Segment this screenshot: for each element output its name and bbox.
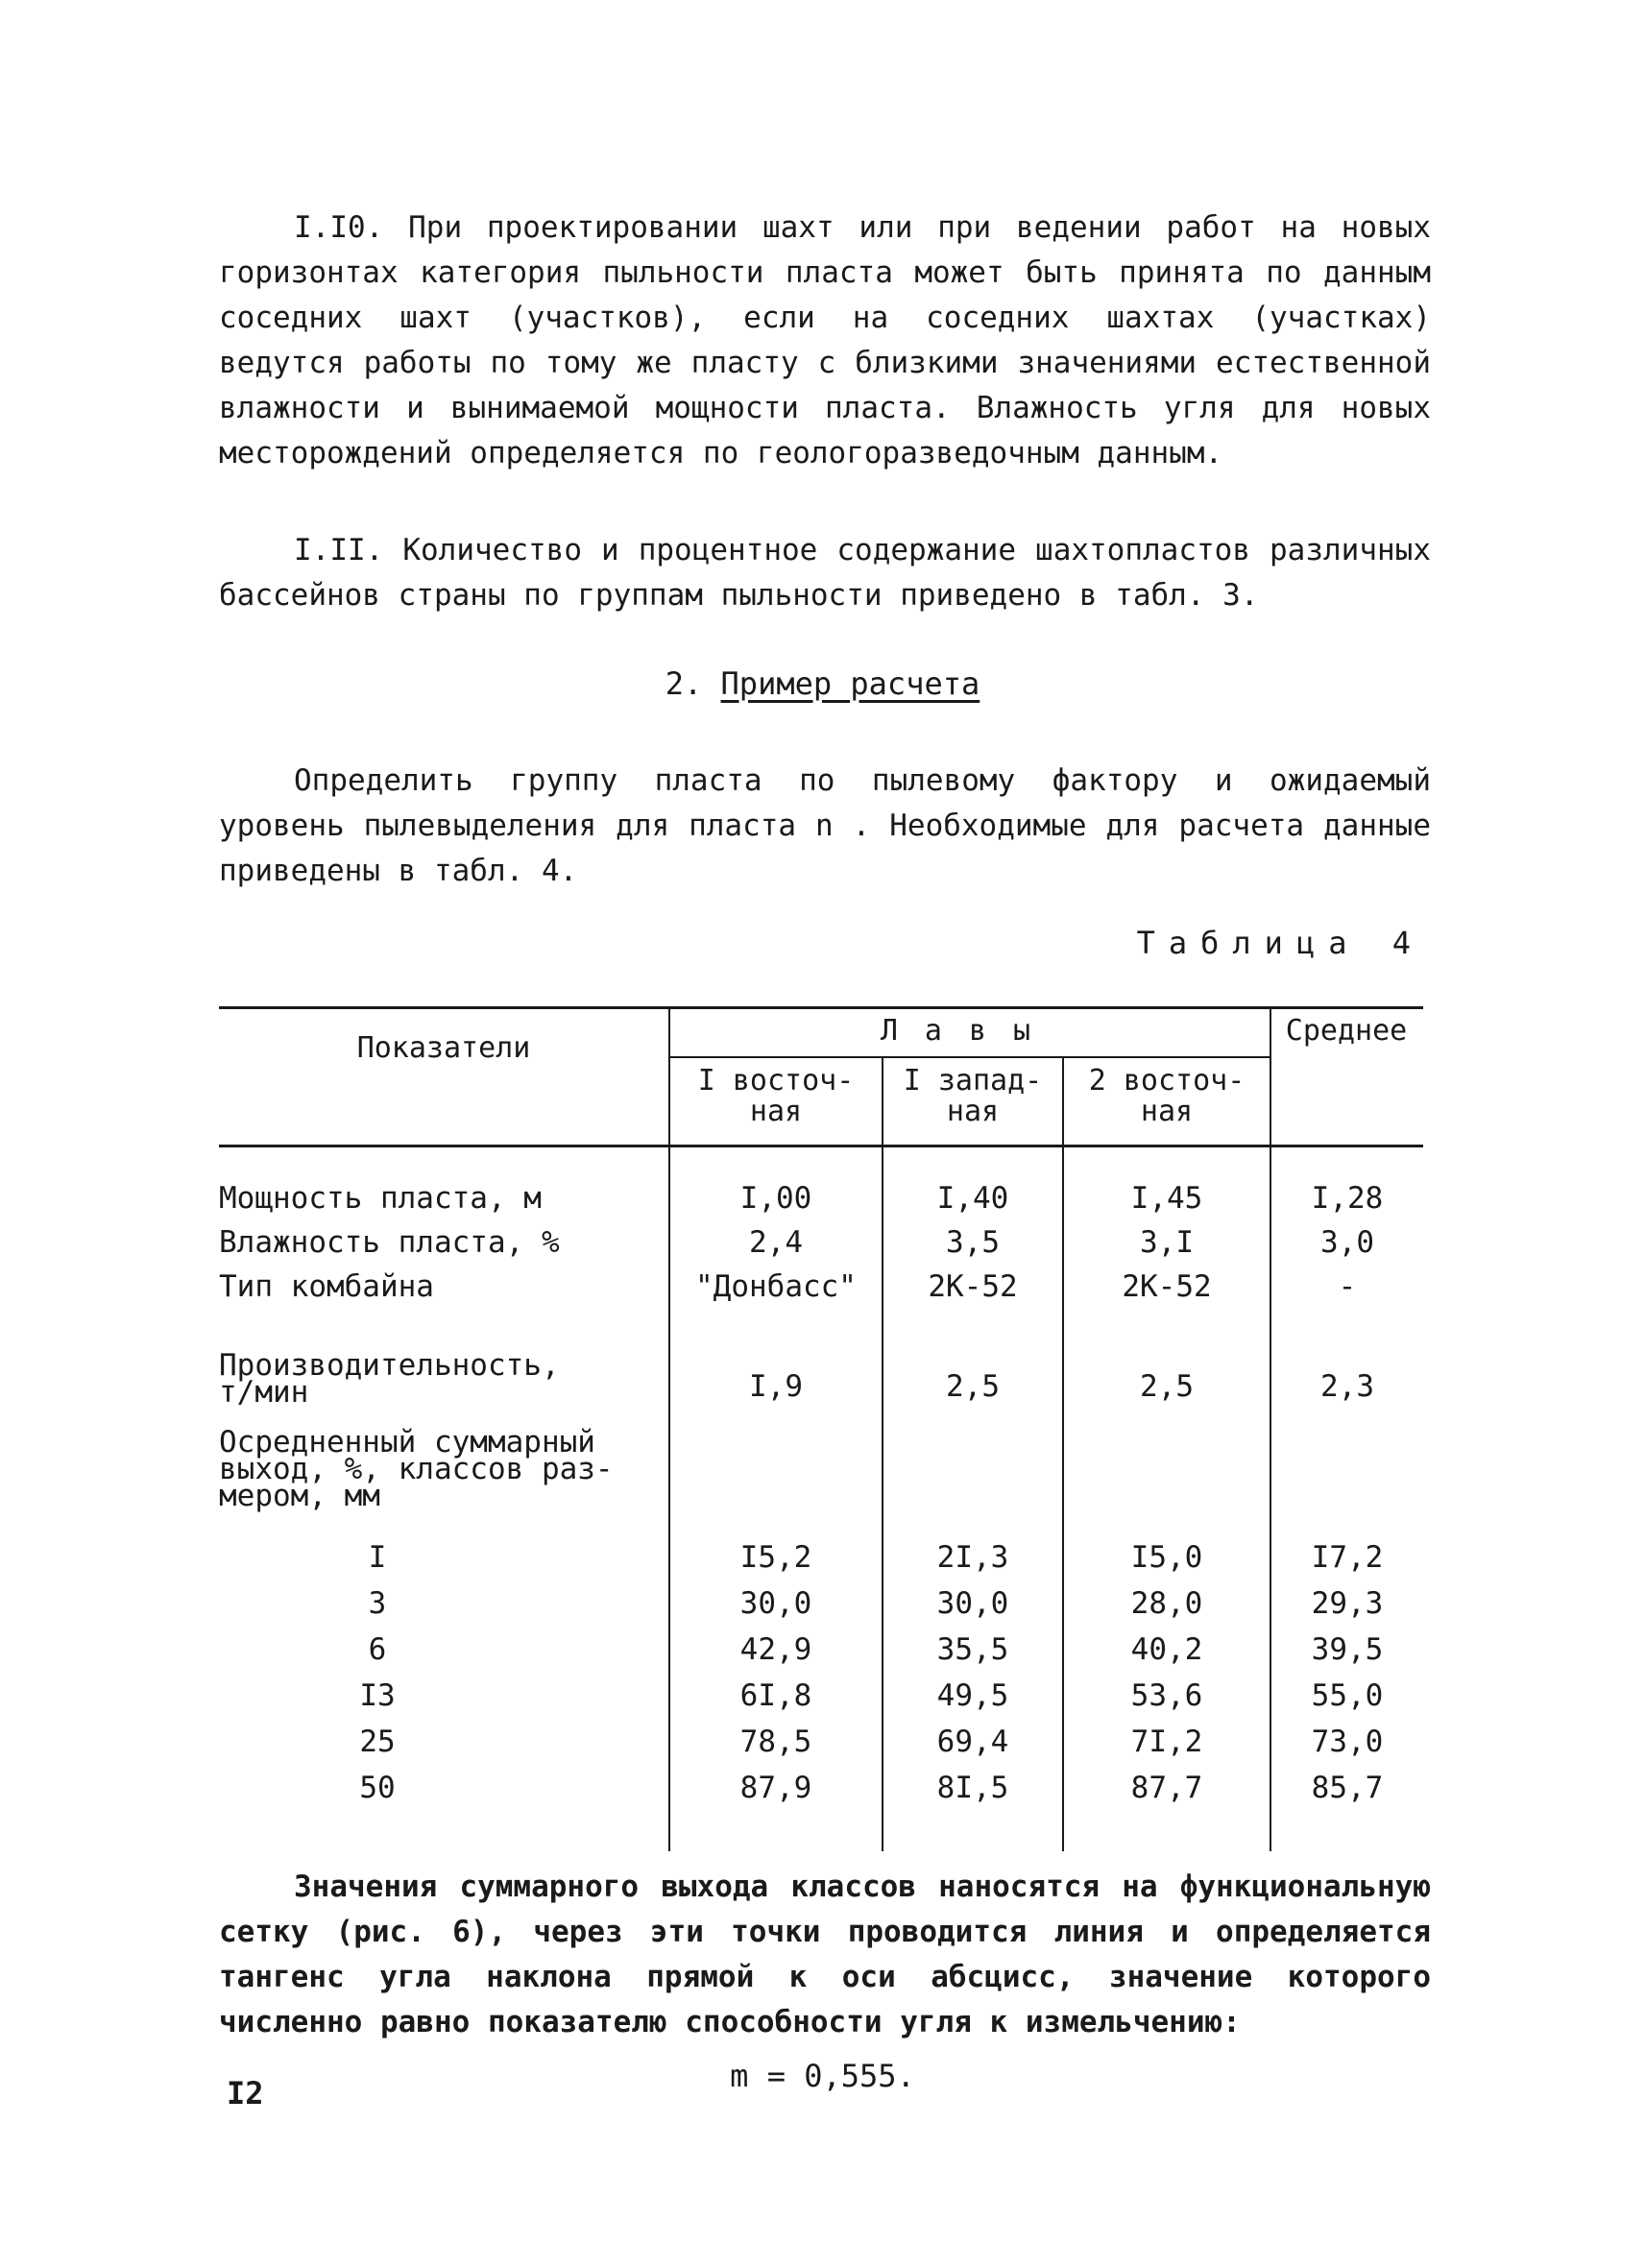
table-caption: Таблица 4 (1136, 925, 1424, 961)
cell-average: 55,0 (1311, 1678, 1384, 1713)
section-title: Пример расчета (720, 665, 980, 702)
table-row (219, 1767, 1423, 1809)
cell-col-1: I,9 (749, 1369, 803, 1404)
table-row (219, 1266, 1423, 1308)
cell-col-3: I5,0 (1130, 1540, 1203, 1575)
cell-col-2: 3,5 (946, 1225, 1000, 1260)
cell-col-2: 69,4 (936, 1725, 1009, 1759)
header-lavy: Лавы (880, 1014, 1058, 1048)
header-indicators: Показатели (356, 1031, 531, 1065)
table-row (219, 1675, 1423, 1717)
cell-col-2: 30,0 (936, 1586, 1009, 1621)
row-label: 6 (368, 1632, 387, 1667)
row-label: 25 (359, 1725, 396, 1759)
cell-col-3: 2,5 (1140, 1369, 1194, 1404)
row-label: Производительность, т/мин (219, 1348, 560, 1410)
table-row (219, 1348, 1423, 1419)
table-row (219, 1536, 1423, 1579)
cell-average: I,28 (1311, 1181, 1384, 1216)
cell-col-2: 2,5 (946, 1369, 1000, 1404)
table-row (219, 1425, 1423, 1525)
header-col-1-west: I запад- ная (903, 1064, 1043, 1128)
row-label: Влажность пласта, % (219, 1225, 560, 1260)
subheader-rule (668, 1056, 1270, 1058)
cell-average: - (1338, 1269, 1357, 1304)
cell-average: 3,0 (1320, 1225, 1374, 1260)
row-label: I (368, 1540, 387, 1575)
cell-col-1: "Донбасс" (695, 1269, 857, 1304)
cell-col-2: 2К-52 (928, 1269, 1018, 1304)
row-label: I3 (359, 1678, 396, 1713)
after-table-paragraph: Значения суммарного выхода классов наносятся на функциональную сетку (рис. 6), через эти точки проводится линия и определяется тангенс угла наклона прямой к оси абсцисс, значение которого численно равно показателю способности угля к измельчению: (219, 1870, 1431, 2039)
paragraph-1-11: I.II. Количество и процентное содержание шахтопластов различных бассейнов страны по группам пыльности приведено в табл. 3. (219, 533, 1431, 613)
cell-col-3: 40,2 (1130, 1632, 1203, 1667)
table-row (219, 1721, 1423, 1763)
paragraph-1-10: I.I0. При проектировании шахт или при ведении работ на новых горизонтах категория пыльности пласта может быть принята по данным соседних шахт (участков), если на соседних шахтах (участках) ведутся работы по тому же пласту с близкими значениями естественной влажности и вынимаемой мощности пласта. Влажность угля для новых месторождений определяется по геологоразведочным данным. (219, 210, 1431, 470)
cell-col-3: 87,7 (1130, 1771, 1203, 1805)
cell-average: 85,7 (1311, 1771, 1384, 1805)
cell-average: 73,0 (1311, 1725, 1384, 1759)
table-top-rule (219, 1006, 1423, 1009)
table-row (219, 1221, 1423, 1264)
cell-average: 2,3 (1320, 1369, 1374, 1404)
table-row (219, 1177, 1423, 1219)
cell-col-1: I5,2 (739, 1540, 812, 1575)
row-label: Мощность пласта, м (219, 1181, 542, 1216)
row-label: Тип комбайна (219, 1269, 434, 1304)
cell-col-1: 6I,8 (739, 1678, 812, 1713)
cell-col-1: 78,5 (739, 1725, 812, 1759)
cell-col-3: 7I,2 (1130, 1725, 1203, 1759)
page-number: I2 (227, 2075, 264, 2111)
cell-col-2: 49,5 (936, 1678, 1009, 1713)
cell-col-2: I,40 (936, 1181, 1009, 1216)
section-heading (0, 663, 1645, 705)
intro-paragraph: Определить группу пласта по пылевому фактору и ожидаемый уровень пылевыделения для пласта n . Необходимые для расчета данные приведены в табл. 4. (219, 763, 1431, 888)
cell-col-3: I,45 (1130, 1181, 1203, 1216)
cell-col-3: 53,6 (1130, 1678, 1203, 1713)
table-header-rule (219, 1145, 1423, 1147)
cell-col-1: 87,9 (739, 1771, 812, 1805)
header-col-2-east: 2 восточ- ная (1088, 1064, 1246, 1128)
header-col-1-east: I восточ- ная (697, 1064, 855, 1128)
row-label: Осредненный суммарный выход, %, классов раз- мером, мм (219, 1425, 614, 1513)
cell-col-3: 3,I (1140, 1225, 1194, 1260)
row-label: 50 (359, 1771, 396, 1805)
row-label: 3 (368, 1586, 387, 1621)
cell-col-1: 42,9 (739, 1632, 812, 1667)
cell-average: I7,2 (1311, 1540, 1384, 1575)
cell-average: 29,3 (1311, 1586, 1384, 1621)
table-row (219, 1582, 1423, 1625)
table-row (219, 1629, 1423, 1671)
header-average: Среднее (1285, 1014, 1408, 1048)
formula: m = 0,555. (730, 2058, 915, 2094)
cell-col-1: I,00 (739, 1181, 812, 1216)
data-table (219, 1006, 1423, 1851)
cell-col-2: 8I,5 (936, 1771, 1009, 1805)
cell-col-3: 28,0 (1130, 1586, 1203, 1621)
cell-col-1: 30,0 (739, 1586, 812, 1621)
cell-average: 39,5 (1311, 1632, 1384, 1667)
cell-col-2: 2I,3 (936, 1540, 1009, 1575)
cell-col-3: 2К-52 (1122, 1269, 1212, 1304)
cell-col-1: 2,4 (749, 1225, 803, 1260)
cell-col-2: 35,5 (936, 1632, 1009, 1667)
section-number: 2. (665, 665, 703, 702)
